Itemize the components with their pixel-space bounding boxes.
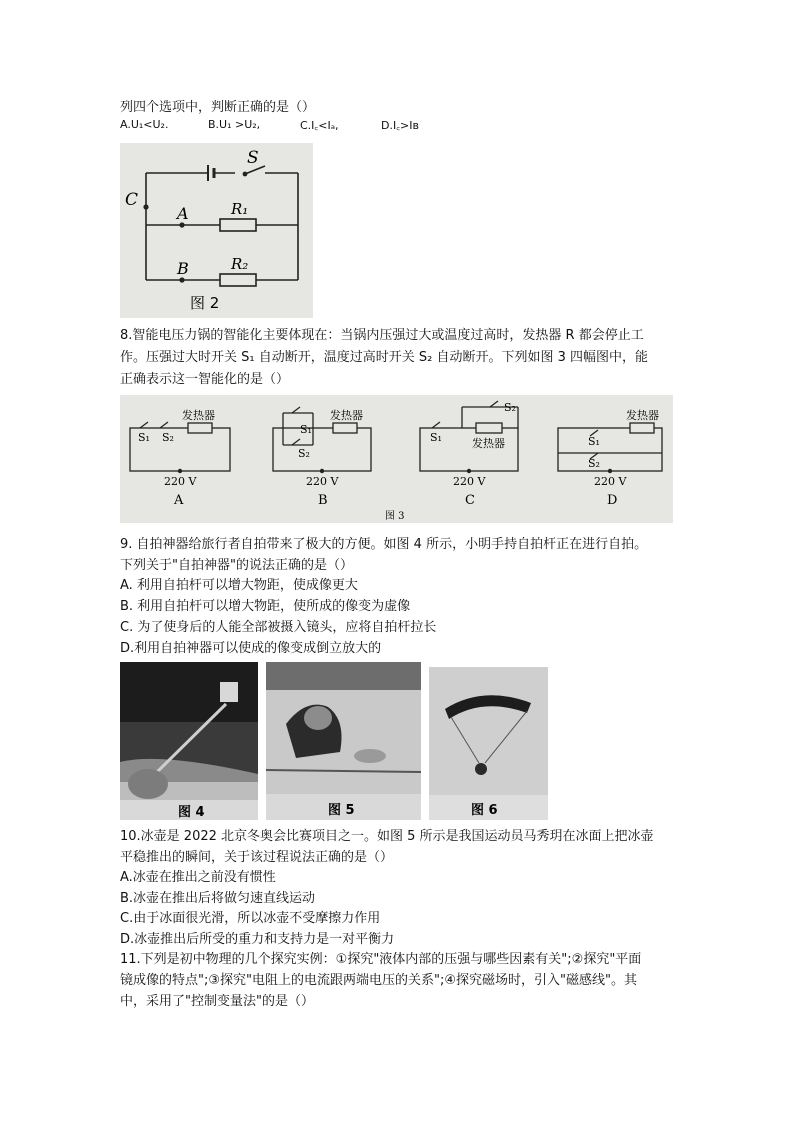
fig3d-voltage: 220 V: [594, 475, 627, 488]
fig3b-s1: S₁: [300, 423, 312, 436]
fig3a-s1: S₁: [138, 431, 150, 444]
fig3a-s2: S₂: [162, 431, 174, 444]
option-b: B.U₁ >U₂,: [208, 118, 261, 131]
figure-4-selfie-photo: [120, 662, 258, 820]
fig3d-s1: S₁: [588, 435, 600, 448]
fig3-label-b: B: [318, 493, 328, 508]
q10-option-d: D.冰壶推出后所受的重力和支持力是一对平衡力: [120, 932, 395, 947]
figure-6-paraglider-photo: [429, 667, 548, 820]
q10-option-c: C.由于冰面很光滑，所以冰壶不受摩擦力作用: [120, 911, 381, 926]
fig2-caption: 图 2: [190, 294, 220, 312]
node-c-label: C: [125, 190, 139, 210]
q8-line-2: 作。压强过大时开关 S₁ 自动断开，温度过高时开关 S₂ 自动断开。下列如图 3 四幅图中，能: [120, 350, 648, 365]
fig3b-voltage: 220 V: [306, 475, 339, 488]
fig3-label-d: D: [607, 493, 618, 508]
fig3b-s2: S₂: [298, 447, 310, 460]
fig3a-heater: 发热器: [182, 409, 215, 422]
figure-3-circuits: [120, 395, 673, 523]
q9-option-a: A. 利用自拍杆可以增大物距，使成像更大: [120, 578, 358, 593]
fig3a-voltage: 220 V: [164, 475, 197, 488]
fig3-caption: 图 3: [385, 511, 405, 522]
q11-line-3: 中，采用了"控制变量法"的是（）: [120, 994, 314, 1009]
q8-line-1: 8.智能电压力锅的智能化主要体现在：当锅内压强过大或温度过高时，发热器 R 都会停止工: [120, 328, 644, 343]
fig3-label-a: A: [174, 493, 184, 508]
figure-2-circuit: [120, 143, 313, 318]
q10-line-2: 平稳推出的瞬间，关于该过程说法正确的是（）: [120, 850, 394, 865]
r1-label: R₁: [231, 200, 249, 218]
fig3d-heater: 发热器: [626, 409, 659, 422]
switch-label: S: [247, 148, 259, 168]
fig3c-s1: S₁: [430, 431, 442, 444]
fig6-caption: 图 6: [471, 803, 498, 818]
fig5-caption: 图 5: [328, 803, 355, 818]
r2-label: R₂: [231, 255, 249, 273]
q10-line-1: 10.冰壶是 2022 北京冬奥会比赛项目之一。如图 5 所示是我国运动员马秀玥在冰面上把冰壶: [120, 829, 654, 844]
node-a-label: A: [177, 204, 189, 223]
q8-line-3: 正确表示这一智能化的是（）: [120, 372, 290, 387]
fig4-caption: 图 4: [178, 805, 205, 820]
fig3c-voltage: 220 V: [453, 475, 486, 488]
option-a: A.U₁<U₂.: [120, 118, 169, 131]
option-c: C.I꜀<Iₐ,: [300, 119, 339, 132]
q11-line-2: 镜成像的特点";③探究"电阻上的电流跟两端电压的关系";④探究磁场时，引入"磁感线"。其: [120, 973, 637, 988]
q9-option-b: B. 利用自拍杆可以增大物距，使所成的像变为虚像: [120, 599, 411, 614]
node-b-label: B: [177, 259, 189, 278]
fig3-label-c: C: [465, 493, 475, 508]
q9-line-1: 9. 自拍神器给旅行者自拍带来了极大的方便。如图 4 所示，小明手持自拍杆正在进行自拍。: [120, 537, 648, 552]
question-intro-line: 列四个选项中，判断正确的是（）: [120, 100, 316, 115]
q11-line-1: 11.下列是初中物理的几个探究实例：①探究"液体内部的压强与哪些因素有关";②探究"平面: [120, 952, 642, 967]
fig3c-s2: S₂: [504, 401, 516, 414]
q9-option-d: D.利用自拍神器可以使成的像变成倒立放大的: [120, 641, 382, 656]
fig3c-heater: 发热器: [472, 437, 505, 450]
q9-option-c: C. 为了使身后的人能全部被摄入镜头，应将自拍杆拉长: [120, 620, 437, 635]
q9-line-2: 下列关于"自拍神器"的说法正确的是（）: [120, 558, 353, 573]
option-d: D.I꜀>Iʙ: [381, 119, 419, 132]
q10-option-b: B.冰壶在推出后将做匀速直线运动: [120, 891, 316, 906]
q10-option-a: A.冰壶在推出之前没有惯性: [120, 870, 276, 885]
fig3b-heater: 发热器: [330, 409, 363, 422]
fig3d-s2: S₂: [588, 457, 600, 470]
figure-5-curling-photo: [266, 662, 421, 820]
